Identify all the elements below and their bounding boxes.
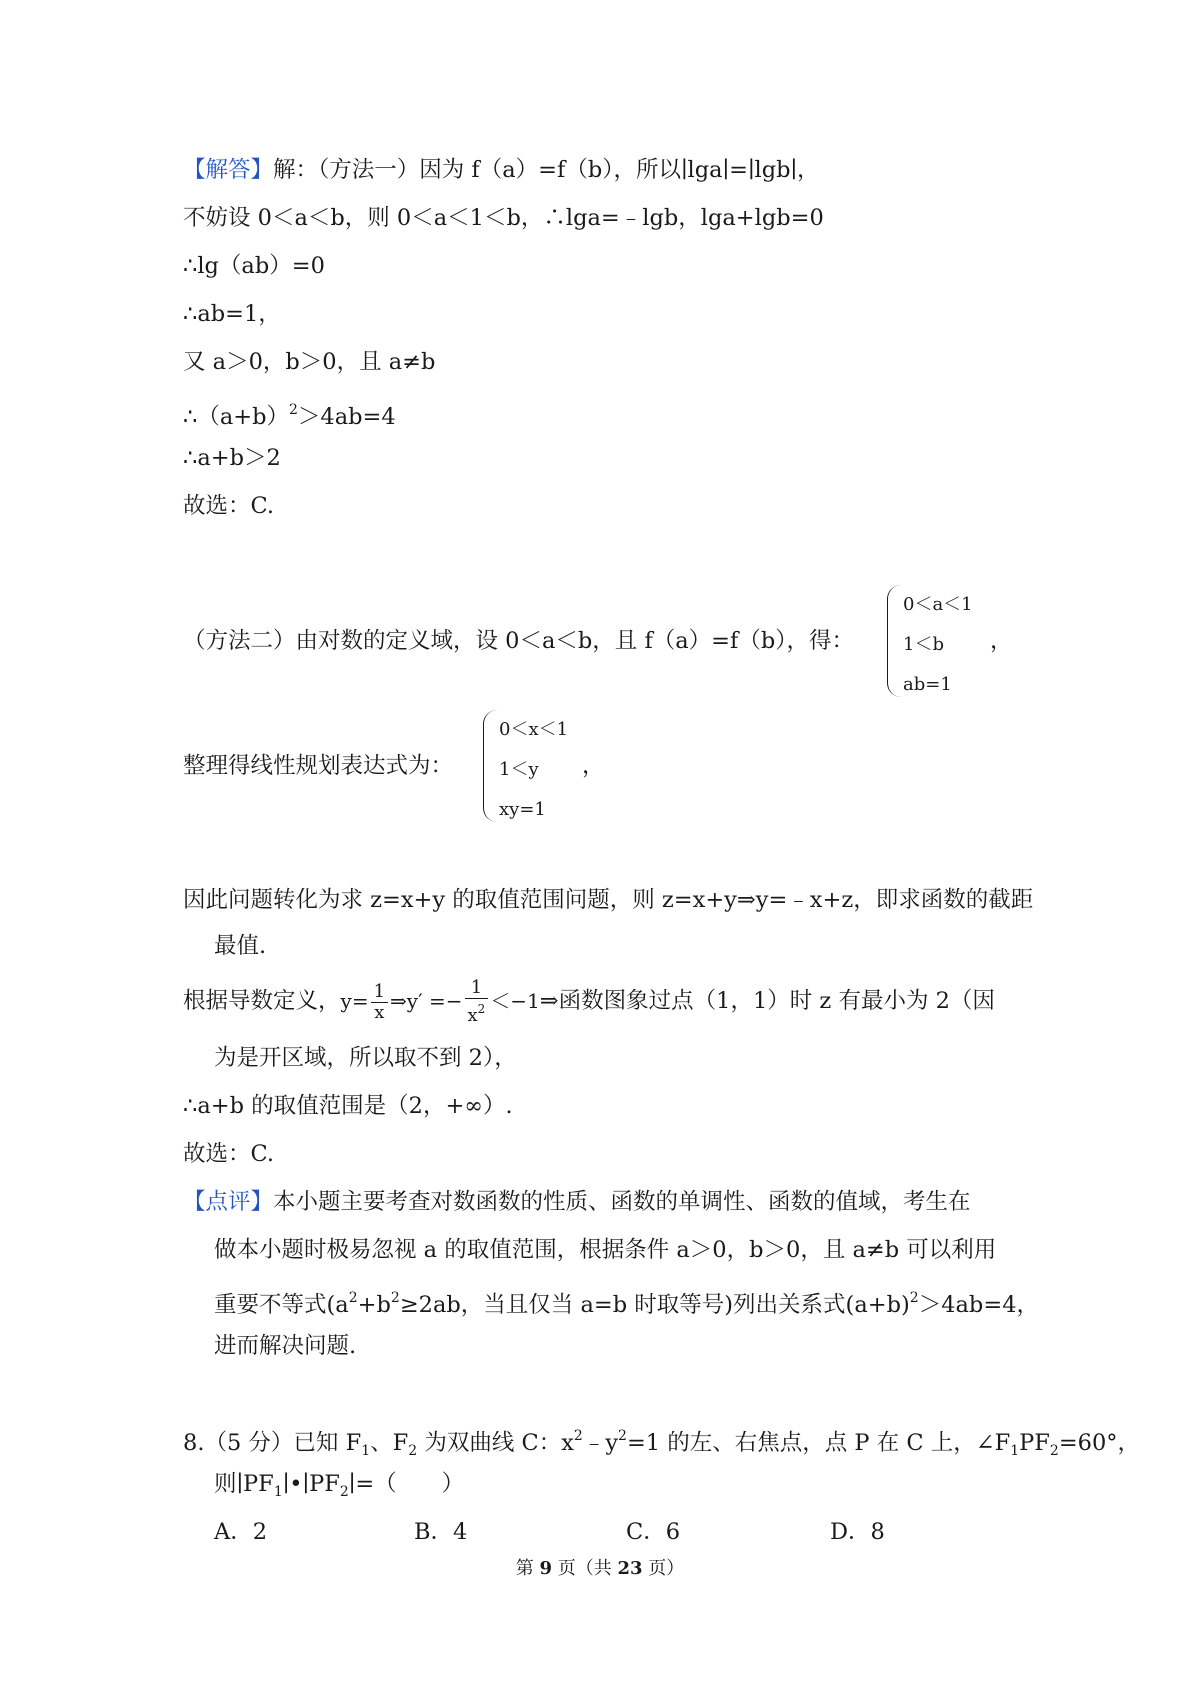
system-row: xy=1: [499, 799, 546, 820]
system-row: 1＜y: [499, 759, 539, 780]
method2-line-6: 故选：C.: [183, 1141, 275, 1167]
system-row: 0＜a＜1: [903, 594, 973, 615]
comment-line-1: 【点评】本小题主要考查对数函数的性质、函数的单调性、函数的值域，考生在: [183, 1189, 971, 1215]
equation-system-1: [887, 585, 1007, 697]
comment-line-4: 进而解决问题.: [214, 1333, 357, 1359]
option-a[interactable]: A．2: [214, 1519, 268, 1545]
method2-line-1: （方法二）由对数的定义域，设 0＜a＜b，且 f（a）=f（b），得：: [183, 628, 855, 654]
fraction: $\frac{1}{x}$: [371, 982, 388, 1023]
answer-tag: 【解答】: [183, 157, 274, 183]
fraction: $\frac{1}{x^2}$: [465, 978, 489, 1026]
answer-line-2: 不妨设 0＜a＜b，则 0＜a＜1＜b，∴lga=﹣lgb，lga+lgb=0: [183, 205, 824, 231]
system-row: 0＜x＜1: [499, 719, 569, 740]
system-row: ab=1: [903, 674, 952, 695]
option-b[interactable]: B．4: [414, 1519, 468, 1545]
left-brace: [483, 710, 498, 822]
question-8-line-2: 则$∣PF_1∣•∣PF_2∣=$（ ）: [214, 1471, 465, 1500]
answer-line-5: 又 a＞0，b＞0，且 a≠b: [183, 349, 436, 375]
comment-tag: 【点评】: [183, 1189, 274, 1215]
answer-line-8: 故选：C.: [183, 493, 275, 519]
left-brace: [887, 585, 902, 697]
method2-line-3: 因此问题转化为求 z=x+y 的取值范围问题，则 z=x+y⇒y=﹣x+z，即求函数的截距: [183, 887, 1034, 913]
equation-system-2: [483, 710, 593, 822]
system-row: 1＜b: [903, 634, 944, 655]
comma: ，: [582, 753, 605, 779]
comma: ，: [990, 628, 1013, 654]
comment-line-2: 做本小题时极易忽视 a 的取值范围，根据条件 a＞0，b＞0，且 a≠b 可以利用: [214, 1237, 997, 1263]
method2-line-5: ∴a+b 的取值范围是（2，+∞）.: [183, 1093, 513, 1119]
method2-line-4c: 为是开区域，所以取不到 2），: [214, 1045, 517, 1071]
page-footer: 第 9 页（共 23 页）: [515, 1558, 685, 1579]
answer-line-3: ∴lg（ab）=0: [183, 253, 325, 279]
method2-line-2: 整理得线性规划表达式为：: [183, 753, 454, 779]
answer-line-7: ∴a+b＞2: [183, 445, 281, 471]
option-d[interactable]: D．8: [830, 1519, 885, 1545]
method2-line-4: 根据导数定义，y= $\frac{1}{x}$ ⇒y′ =− $\frac{1}{x^2}$ ＜−1⇒函数图象过点（1，1）时 z 有最小为 2（因: [183, 977, 995, 1026]
answer-line-4: ∴ab=1，: [183, 301, 281, 327]
method2-line-3b: 最值.: [214, 933, 267, 959]
question-8-stem: 8.（5 分）已知 $F_1$、$F_2$ 为双曲线 C：$x^2﹣y^2=1$ 的左、右焦点，点 P 在 C 上，$\angle F_1PF_2=60^\circ$，: [183, 1428, 1141, 1459]
comment-line-3: 重要不等式($a^2+b^2\ge 2ab$，当且仅当 a=b 时取等号)列出关系式$(a+b)^2>4ab=4$，: [214, 1290, 1040, 1318]
option-c[interactable]: C．6: [626, 1519, 681, 1545]
answer-line-6: $\therefore(a+b)^2>4ab=4$: [183, 402, 396, 430]
answer-line-1: 【解答】解：（方法一）因为 f（a）=f（b），所以∣lga∣=∣lgb∣，: [183, 157, 820, 183]
